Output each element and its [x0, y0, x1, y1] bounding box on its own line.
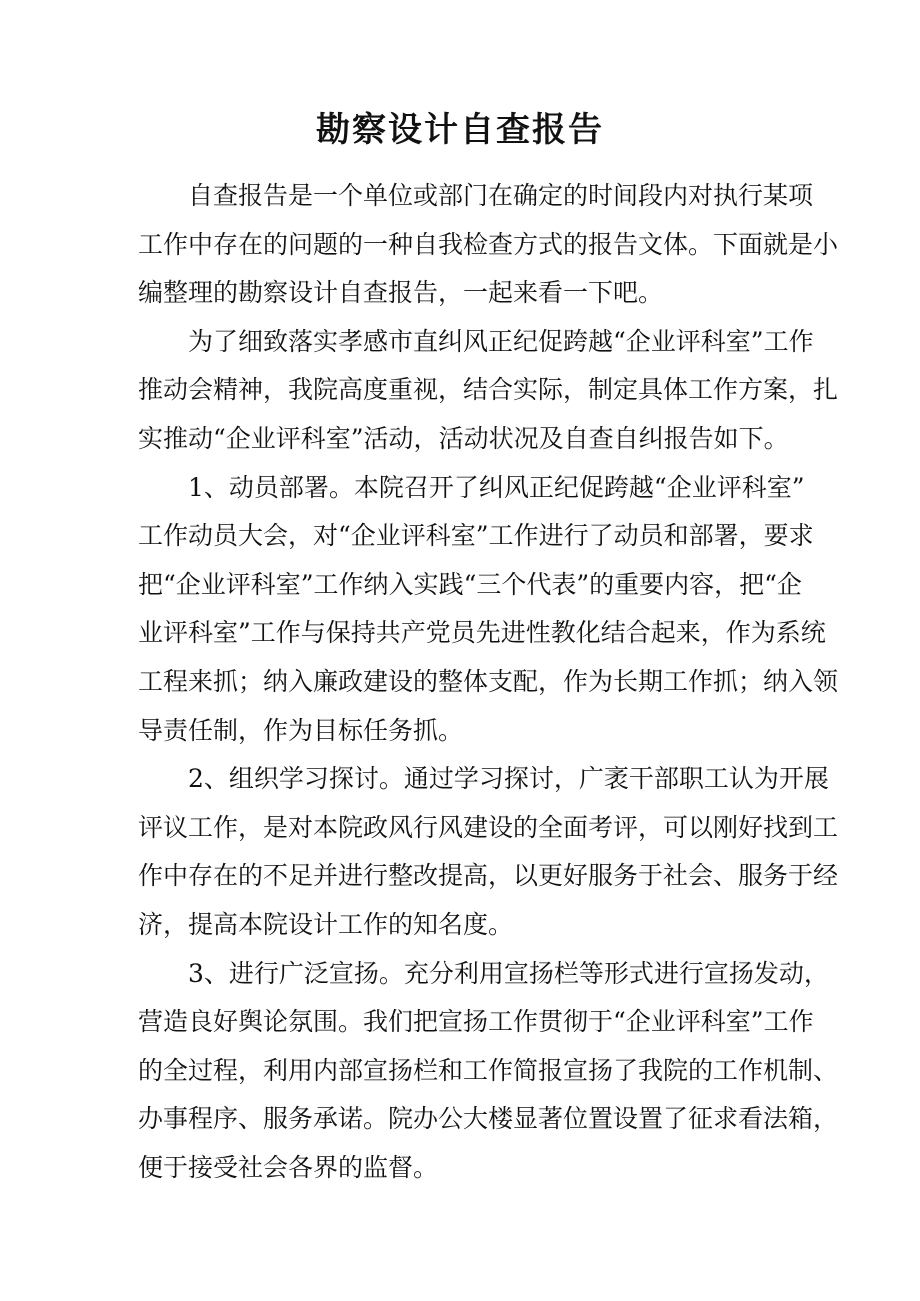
- paragraph-line: 为了细致落实孝感市直纠风正纪促跨越“企业评科室”工作: [188, 326, 814, 356]
- paragraph-line: 工程来抓；纳入廉政建设的整体支配，作为长期工作抓；纳入领: [138, 666, 839, 696]
- paragraph-line: 3、进行广泛宣扬。充分利用宣扬栏等形式进行宣扬发动，: [188, 958, 829, 988]
- paragraph-line: 编整理的勘察设计自查报告，一起来看一下吧。: [138, 278, 664, 308]
- paragraph-line: 便于接受社会各界的监督。: [138, 1152, 439, 1182]
- paragraph-line: 营造良好舆论氛围。我们把宣扬工作贯彻于“企业评科室”工作: [138, 1007, 814, 1037]
- paragraph-line: 作中存在的不足并进行整改提高，以更好服务于社会、服务于经: [138, 861, 839, 891]
- paragraph-line: 导责任制，作为目标任务抓。: [138, 715, 464, 745]
- paragraph-line: 工作中存在的问题的一种自我检查方式的报告文体。下面就是小: [138, 229, 839, 259]
- paragraph-line: 自查报告是一个单位或部门在确定的时间段内对执行某项: [188, 181, 814, 210]
- document-title: 勘察设计自查报告: [316, 110, 604, 150]
- paragraph-purpose: [138, 318, 839, 464]
- paragraph-mobilization: [138, 464, 839, 756]
- paragraph-line: 评议工作，是对本院政风行风建设的全面考评，可以刚好找到工: [138, 812, 839, 842]
- paragraph-line: 实推动“企业评科室”活动，活动状况及自查自纠报告如下。: [138, 423, 789, 453]
- paragraph-line: 推动会精神，我院高度重视，结合实际，制定具体工作方案，扎: [138, 375, 839, 405]
- paragraph-publicity: [138, 950, 839, 1193]
- paragraph-line: 的全过程，利用内部宣扬栏和工作简报宣扬了我院的工作机制、: [138, 1055, 839, 1085]
- document-body: [138, 172, 839, 1192]
- paragraph-line: 济，提高本院设计工作的知名度。: [138, 909, 514, 939]
- paragraph-line: 办事程序、服务承诺。院办公大楼显著位置设置了征求看法箱，: [138, 1104, 839, 1134]
- paragraph-intro: [138, 172, 839, 318]
- paragraph-line: 业评科室”工作与保持共产党员先进性教化结合起来，作为系统: [138, 618, 826, 648]
- paragraph-line: 2、组织学习探讨。通过学习探讨，广袤干部职工认为开展: [188, 764, 829, 794]
- paragraph-line: 把“企业评科室”工作纳入实践“三个代表”的重要内容，把“企: [138, 569, 802, 599]
- paragraph-line: 工作动员大会，对“企业评科室”工作进行了动员和部署，要求: [138, 521, 814, 551]
- paragraph-line: 1、动员部署。本院召开了纠风正纪促跨越“企业评科室”: [188, 472, 805, 502]
- paragraph-study: [138, 755, 839, 949]
